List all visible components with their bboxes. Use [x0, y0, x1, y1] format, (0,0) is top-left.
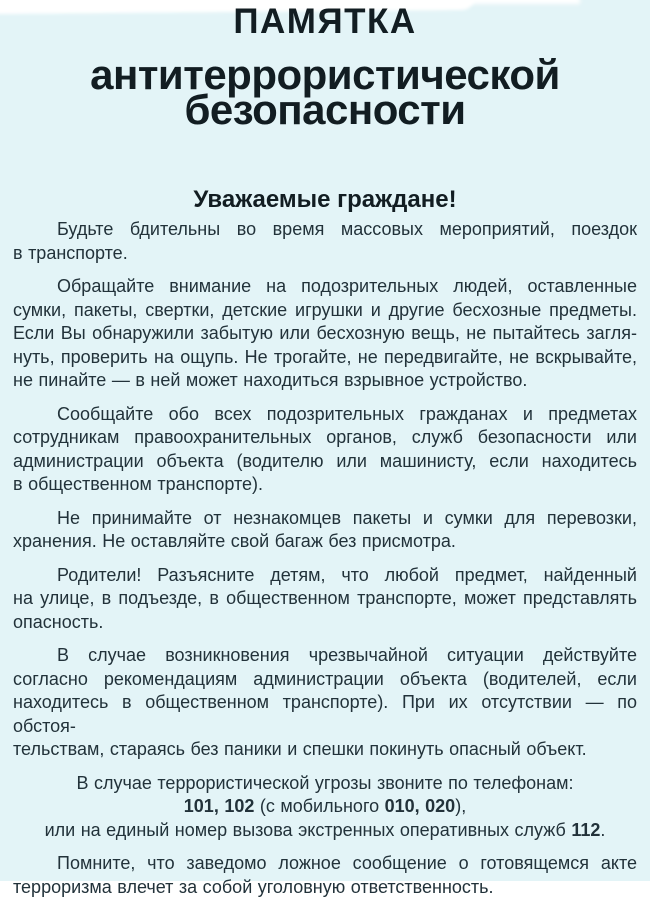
- text-line: [13, 819, 637, 843]
- text-segment: опасность.: [13, 612, 103, 632]
- text-segment: тельствам, стараясь без паники и спешки покинуть опасный объект.: [13, 739, 587, 759]
- text-segment: Не принимайте от незнакомцев пакеты и сумки для перевозки,: [57, 508, 637, 528]
- text-segment: ),: [455, 796, 466, 816]
- text-segment: В случае террористической угрозы звоните по телефонам:: [76, 773, 573, 793]
- text-line: [13, 242, 637, 266]
- page-subtitle: [0, 57, 650, 127]
- text-segment: согласно рекомендациям администрации объекта (водителей, если: [13, 669, 637, 689]
- para-emergency-numbers: [13, 772, 637, 843]
- text-segment: сумки, пакеты, свертки, детские игрушки и другие бесхозные предметы.: [13, 300, 637, 320]
- text-line: [13, 738, 637, 762]
- greeting-heading: Уважаемые граждане!: [0, 185, 650, 215]
- page-subtitle-line-1: антитеррористической: [0, 57, 650, 92]
- text-line: [13, 795, 637, 819]
- para-strangers-luggage: [13, 507, 637, 554]
- text-segment: сотрудникам правоохранительных органов, служб безопасности или: [13, 427, 637, 447]
- text-line: [13, 772, 637, 796]
- para-false-report-warning: [13, 852, 637, 899]
- phone-number: 112: [571, 820, 600, 840]
- text-line: [13, 450, 637, 474]
- text-line: [13, 611, 637, 635]
- page-title: ПАМЯТКА: [0, 0, 650, 42]
- text-line: [13, 426, 637, 450]
- text-line: [13, 369, 637, 393]
- para-emergency-actions: [13, 644, 637, 762]
- text-line: [13, 691, 637, 738]
- text-line: [13, 876, 637, 899]
- text-segment: в транспорте.: [13, 243, 128, 263]
- text-segment: нуть, проверить на ощупь. Не трогайте, не передвигайте, не вскрывайте,: [13, 347, 637, 367]
- text-segment: Обращайте внимание на подозрительных людей, оставленные: [57, 276, 637, 296]
- text-segment: в общественном транспорте).: [13, 474, 263, 494]
- text-line: [13, 322, 637, 346]
- text-line: [13, 346, 637, 370]
- text-segment: администрации объекта (водителю или машинисту, если находитесь: [13, 451, 637, 471]
- page-subtitle-line-2: безопасности: [0, 92, 650, 127]
- text-segment: Родители! Разъясните детям, что любой предмет, найденный: [57, 565, 637, 585]
- text-line: [13, 668, 637, 692]
- text-segment: Будьте бдительны во время массовых мероприятий, поездок: [57, 219, 637, 239]
- text-line: [13, 852, 637, 876]
- text-line: [13, 564, 637, 588]
- text-segment: (с мобильного: [254, 796, 384, 816]
- text-segment: на улице, в подъезде, в общественном транспорте, может представлять: [13, 588, 637, 608]
- text-line: [13, 507, 637, 531]
- phone-number: 101, 102: [184, 796, 255, 816]
- text-segment: находитесь в общественном транспорте). При их отсутствии — по обстоя-: [13, 692, 637, 736]
- text-segment: В случае возникновения чрезвычайной ситуации действуйте: [57, 645, 637, 665]
- text-segment: .: [600, 820, 605, 840]
- text-segment: хранения. Не оставляйте свой багаж без присмотра.: [13, 531, 456, 551]
- text-line: [13, 403, 637, 427]
- para-parents: [13, 564, 637, 635]
- text-line: [13, 644, 637, 668]
- text-line: [13, 530, 637, 554]
- text-segment: терроризма влечет за собой уголовную ответственность.: [13, 877, 494, 897]
- text-line: [13, 275, 637, 299]
- phone-number: 010, 020: [385, 796, 456, 816]
- para-suspicious-items: [13, 275, 637, 393]
- leaflet-header: [0, 0, 650, 215]
- text-segment: Сообщайте обо всех подозрительных гражданах и предметах: [57, 404, 637, 424]
- text-segment: или на единый номер вызова экстренных оперативных служб: [45, 820, 572, 840]
- text-line: [13, 299, 637, 323]
- text-segment: Если Вы обнаружили забытую или бесхозную вещь, не пытайтесь загля-: [13, 323, 637, 343]
- text-line: [13, 587, 637, 611]
- text-segment: не пинайте — в ней может находиться взрывное устройство.: [13, 370, 527, 390]
- text-line: [13, 473, 637, 497]
- para-report-to-authorities: [13, 403, 637, 497]
- body-text: [0, 218, 650, 899]
- text-segment: Помните, что заведомо ложное сообщение о готовящемся акте: [57, 853, 637, 873]
- para-vigilance: [13, 218, 637, 265]
- text-line: [13, 218, 637, 242]
